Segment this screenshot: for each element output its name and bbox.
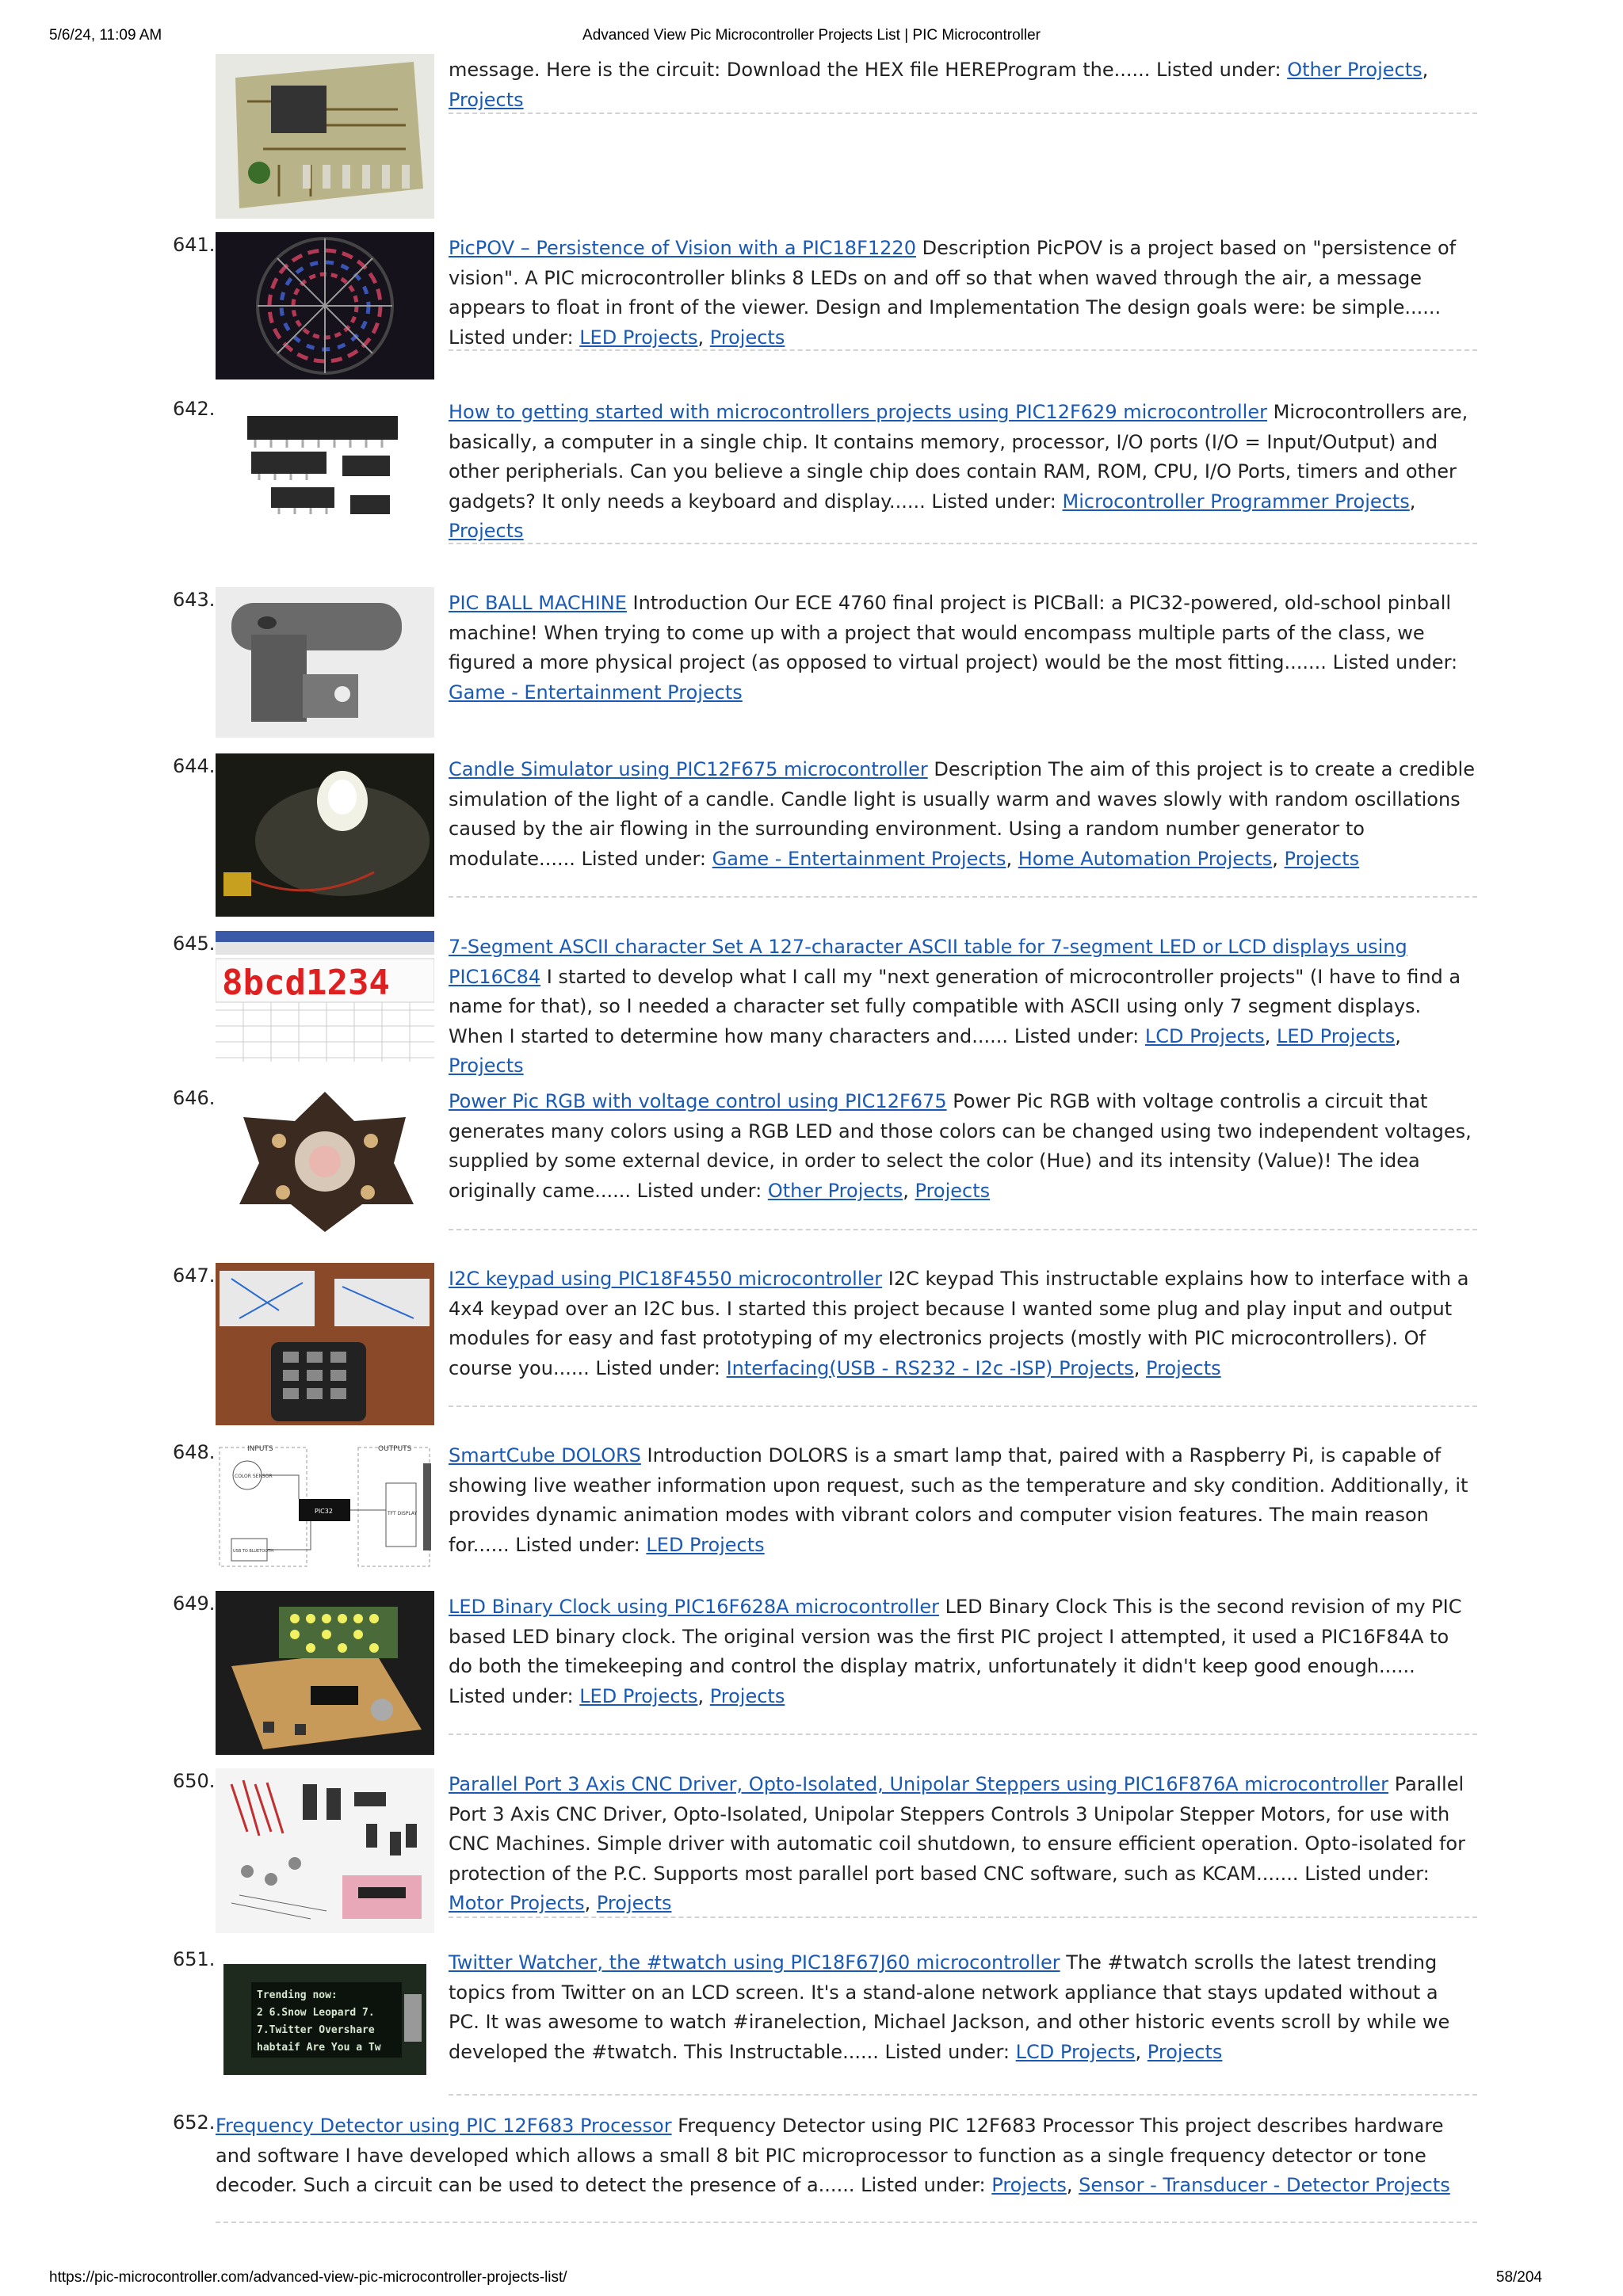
category-link[interactable]: Game - Entertainment Projects: [712, 847, 1006, 870]
item-number: 642.: [173, 398, 216, 420]
item-text: Frequency Detector using PIC 12F683 Processor Frequency Detector using PIC 12F683 Processor This project describes hardware and software I have developed which allows a small 8 bit PIC microprocessor to function as a single frequency detector or tone decoder. Such a circuit can be used to detect the presence of a...... Listed under: Projects, Sensor - Transducer - Detector Projects: [216, 2115, 1450, 2197]
project-title-link[interactable]: 7-Segment ASCII character Set A 127-character ASCII table for 7-segment LED or LCD displays using PIC16C84: [449, 936, 1407, 988]
lcd-line-2: 2 6.Snow Leopard 7.: [257, 2007, 375, 2019]
item-number: 641.: [173, 234, 216, 256]
item-description: I2C keypad This instructable explains how to interface with a 4x4 keypad over an I2C bus. I started this project because I wanted some plug and play input and output modules for easy and fast prototyping of my electronics projects (mostly with PIC microcontrollers). Of course you......: [449, 1268, 1469, 1379]
project-title-link[interactable]: How to getting started with microcontrollers projects using PIC12F629 microcontroller: [449, 401, 1267, 423]
category-link[interactable]: LCD Projects: [1015, 2040, 1136, 2063]
item-text: Power Pic RGB with voltage control using PIC12F675 Power Pic RGB with voltage controlis a circuit that generates many colors using a RGB LED and those colors can be changed using two independent voltages, supplied by some external device, in order to select the color (Hue) and its intensity (Value)! The idea originally came...... Listed under: Other Projects, Projects: [449, 1090, 1472, 1202]
listed-under-label: Listed under:: [884, 2040, 1010, 2063]
item-description: Parallel Port 3 Axis CNC Driver, Opto-Isolated, Unipolar Steppers Controls 3 Unipolar Stepper Motors, for use with CNC Machines. Simple driver with automatic coil shutdown, to ensure efficient operation. Opto-isolated for protection of the P.C. Supports most parallel port based CNC software, such as KCAM.......: [449, 1773, 1465, 1885]
project-thumbnail: [216, 1591, 434, 1755]
item-text: PicPOV – Persistence of Vision with a PIC18F1220 Description PicPOV is a project based on "persistence of vision". A PIC microcontroller blinks 8 LEDs on and off so that when waved through the air, a message appears to float in front of the viewer. Design and Implementation The design goals were: be simple...... Listed under: LED Projects, Projects: [449, 237, 1457, 349]
item-description: Introduction Our ECE 4760 final project is PICBall: a PIC32-powered, old-school pinball machine! When trying to come up with a project that would encompass multiple parts of the class, we figured a more physical project (as opposed to virtual project) would be the most fitting.......: [449, 592, 1452, 674]
seg-digits: 8bcd1234: [222, 963, 390, 1003]
print-url: https://pic-microcontroller.com/advanced-view-pic-microcontroller-projects-list/: [49, 2269, 567, 2286]
item-text: Candle Simulator using PIC12F675 microcontroller Description The aim of this project is to create a credible simulation of the light of a candle. Candle light is usually warm and waves slowly with random oscillations caused by the air flowing in the surrounding environment. Using a random number generator to modulate...... Listed under: Game - Entertainment Projects, Home Automation Projects, Projects: [449, 758, 1475, 870]
category-link[interactable]: Projects: [915, 1179, 991, 1202]
item-text: 7-Segment ASCII character Set A 127-character ASCII table for 7-segment LED or LCD displays using PIC16C84 I started to develop what I call my "next generation of microcontroller projects" (I have to find a name for that), so I needed a character set fully compatible with ASCII using only 7 segment displays. When I started to determine how many characters and...... Listed under: LCD Projects, LED Projects, Projects: [449, 936, 1461, 1077]
item-separator: [449, 896, 1477, 898]
item-separator: [449, 113, 1477, 114]
project-thumbnail: [216, 587, 434, 738]
pcb-board-image: [216, 54, 434, 219]
listed-under-label: Listed under:: [931, 490, 1056, 513]
project-thumbnail: [216, 1440, 434, 1573]
lcd-line-1: Trending now:: [257, 1989, 338, 2001]
project-title-link[interactable]: LED Binary Clock using PIC16F628A microcontroller: [449, 1596, 939, 1618]
block-display-label: TFT DISPLAY: [388, 1511, 418, 1516]
item-separator: [449, 1405, 1477, 1407]
item-number: 647.: [173, 1264, 216, 1287]
item-description: Introduction DOLORS is a smart lamp that, paired with a Raspberry Pi, is capable of showing live weather information upon request, such as the temperature and sky condition. Additionally, it provides dynamic animation modes with vibrant colors and computer vision features. The main reason for......: [449, 1444, 1468, 1556]
item-text: I2C keypad using PIC18F4550 microcontroller I2C keypad This instructable explains how to interface with a 4x4 keypad over an I2C bus. I started this project because I wanted some plug and play input and output modules for easy and fast prototyping of my electronics projects (mostly with PIC microcontrollers). Of course you...... Listed under: Interfacing(USB - RS232 - I2c -ISP) Projects, Projects: [449, 1268, 1469, 1379]
listed-under-label: Listed under:: [861, 2174, 986, 2197]
item-number: 643.: [173, 589, 216, 611]
category-link[interactable]: Projects: [709, 326, 785, 349]
category-link[interactable]: Projects: [709, 1684, 785, 1707]
category-link[interactable]: Microcontroller Programmer Projects: [1062, 490, 1410, 513]
category-link[interactable]: Sensor - Transducer - Detector Projects: [1079, 2174, 1450, 2197]
item-text: How to getting started with microcontrollers projects using PIC12F629 microcontroller Microcontrollers are, basically, a computer in a single chip. It contains memory, processor, I/O ports (I/O = Input/Output) and other peripherials. Can you believe a single chip does contain RAM, ROM, CPU, I/O Ports, timers and other gadgets? It only needs a keyboard and display...... Listed under: Microcontroller Programmer Projects, Projects: [449, 401, 1468, 543]
item-number: 646.: [173, 1087, 216, 1109]
print-page-title: Advanced View Pic Microcontroller Projects List | PIC Microcontroller: [582, 27, 1041, 44]
item-text: Parallel Port 3 Axis CNC Driver, Opto-Isolated, Unipolar Steppers using PIC16F876A microcontroller Parallel Port 3 Axis CNC Driver, Opto-Isolated, Unipolar Steppers Controls 3 Unipolar Stepper Motors, for use with CNC Machines. Simple driver with automatic coil shutdown, to ensure efficient operation. Opto-isolated for protection of the P.C. Supports most parallel port based CNC software, such as KCAM....... Listed under: Motor Projects, Projects: [449, 1773, 1465, 1915]
project-title-link[interactable]: Parallel Port 3 Axis CNC Driver, Opto-Isolated, Unipolar Steppers using PIC16F876A microcontroller: [449, 1773, 1389, 1795]
project-thumbnail: [216, 1947, 434, 2092]
item-separator: [449, 2094, 1477, 2096]
item-separator: [216, 2222, 1477, 2223]
print-footer: [0, 2269, 1623, 2288]
project-title-link[interactable]: Twitter Watcher, the #twatch using PIC18F67J60 microcontroller: [449, 1951, 1060, 1974]
item-number: 650.: [173, 1770, 216, 1792]
category-link[interactable]: Projects: [596, 1892, 672, 1915]
lcd-line-3: 7.Twitter Overshare: [257, 2024, 375, 2036]
item-description: Description PicPOV is a project based on "persistence of vision". A PIC microcontroller blinks 8 LEDs on and off so that when waved through the air, a message appears to float in front of the viewer. Design and Implementation The design goals were: be simple......: [449, 237, 1457, 319]
item-description: Frequency Detector using PIC 12F683 Processor This project describes hardware and software I have developed which allows a small 8 bit PIC microprocessor to function as a single frequency detector or tone decoder. Such a circuit can be used to detect the presence of a......: [216, 2115, 1444, 2197]
listed-under-label: Listed under:: [581, 847, 707, 870]
item-text: Twitter Watcher, the #twatch using PIC18F67J60 microcontroller The #twatch scrolls the latest trending topics from Twitter on an LCD screen. It's a stand-alone network appliance that stays updated without a PC. It was awesome to watch #iranelection, Michael Jackson, and other historic events scroll by while we developed the #twatch. This Instructable...... Listed under: LCD Projects, Projects: [449, 1951, 1450, 2063]
category-link[interactable]: LED Projects: [646, 1533, 765, 1556]
category-link[interactable]: LED Projects: [579, 1684, 698, 1707]
item-number: 645.: [173, 933, 216, 955]
block-chip-label: PIC32: [315, 1508, 333, 1515]
pov-wheel-image: [216, 232, 434, 379]
category-link[interactable]: Home Automation Projects: [1018, 847, 1273, 870]
item-separator: [449, 1229, 1477, 1230]
category-link[interactable]: Other Projects: [1287, 59, 1423, 81]
print-page-number: 58/204: [1495, 2269, 1542, 2286]
project-thumbnail: [216, 1085, 434, 1238]
project-title-link[interactable]: PicPOV – Persistence of Vision with a PIC18F1220: [449, 237, 916, 259]
item-description: LED Binary Clock This is the second revision of my PIC based LED binary clock. The original version was the first PIC project I attempted, it used a PIC16F84A to do both the timekeeping and control the display matrix, unfortunately it didn't keep good enough......: [449, 1596, 1462, 1678]
item-text: message. Here is the circuit: Download the HEX file HEREProgram the...... Listed under: Other Projects, Projects: [449, 59, 1429, 111]
cnc-driver-parts-image: [216, 1768, 434, 1933]
listed-under-label: Listed under:: [636, 1179, 762, 1202]
listed-under-label: Listed under:: [595, 1356, 720, 1379]
block-inputs-label: INPUTS: [247, 1445, 273, 1453]
category-link[interactable]: Game - Entertainment Projects: [449, 681, 743, 704]
item-number: 648.: [173, 1441, 216, 1463]
listed-under-label: Listed under:: [449, 1684, 574, 1707]
project-title-link[interactable]: SmartCube DOLORS: [449, 1444, 641, 1466]
project-thumbnail: [216, 232, 434, 379]
category-link[interactable]: Motor Projects: [449, 1892, 585, 1915]
item-description: The #twatch scrolls the latest trending topics from Twitter on an LCD screen. It's a stand-alone network appliance that stays updated without a PC. It was awesome to watch #iranelection, Michael Jackson, and other historic events scroll by while we developed the #twatch. This Instructable......: [449, 1951, 1450, 2063]
category-link[interactable]: LED Projects: [1277, 1024, 1396, 1047]
pic-chips-image: [216, 396, 434, 543]
category-link[interactable]: LCD Projects: [1144, 1024, 1265, 1047]
category-link[interactable]: Projects: [449, 1055, 524, 1077]
project-title-link[interactable]: Frequency Detector using PIC 12F683 Processor: [216, 2115, 672, 2137]
project-thumbnail: [216, 1263, 434, 1425]
listed-under-label: Listed under:: [1156, 59, 1281, 81]
listed-under-label: Listed under:: [515, 1533, 640, 1556]
category-link[interactable]: Projects: [1147, 2040, 1223, 2063]
i2c-keypad-image: [216, 1263, 434, 1425]
item-number: 652.: [173, 2111, 216, 2134]
item-text: [449, 1441, 1475, 1560]
item-number: 649.: [173, 1592, 216, 1615]
category-link[interactable]: Projects: [1146, 1356, 1221, 1379]
pinball-flipper-image: [216, 587, 434, 738]
listed-under-label: Listed under:: [1332, 651, 1458, 674]
item-description: Microcontrollers are, basically, a computer in a single chip. It contains memory, processor, I/O ports (I/O = Input/Output) and other peripherials. Can you believe a single chip does contain RAM, ROM, CPU, I/O Ports, timers and other gadgets? It only needs a keyboard and display......: [449, 401, 1468, 513]
project-title-link[interactable]: Candle Simulator using PIC12F675 microcontroller: [449, 758, 928, 780]
category-link[interactable]: LED Projects: [579, 326, 698, 349]
item-description: I started to develop what I call my "next generation of microcontroller projects" (I have to find a name for that), so I needed a character set fully compatible with ASCII using only 7 segment displays. When I started to determine how many characters and......: [449, 965, 1461, 1047]
item-separator: [449, 543, 1477, 544]
category-link[interactable]: Other Projects: [767, 1179, 903, 1202]
listed-under-label: Listed under:: [1304, 1862, 1430, 1885]
category-link[interactable]: Projects: [449, 520, 524, 543]
category-link[interactable]: Projects: [449, 88, 524, 111]
project-thumbnail: [216, 396, 434, 543]
item-separator: [449, 1733, 1477, 1735]
project-thumbnail: [216, 1768, 434, 1933]
project-thumbnail: [216, 931, 434, 1062]
item-number: 651.: [173, 1948, 216, 1970]
block-diagram-image: [216, 1440, 434, 1573]
category-link[interactable]: Projects: [991, 2174, 1067, 2197]
block-usb-label: USB TO BLUETOOTH: [233, 1549, 273, 1554]
item-description: Description The aim of this project is to create a credible simulation of the light of a candle. Candle light is usually warm and waves slowly with random oscillations caused by the air flowing in the surrounding environment. Using a random number generator to modulate......: [449, 758, 1475, 870]
block-outputs-label: OUTPUTS: [378, 1445, 412, 1453]
item-text: LED Binary Clock using PIC16F628A microcontroller LED Binary Clock This is the second revision of my PIC based LED binary clock. The original version was the first PIC project I attempted, it used a PIC16F84A to do both the timekeeping and control the display matrix, unfortunately it didn't keep good enough...... Listed under: LED Projects, Projects: [449, 1596, 1462, 1707]
item-description: Power Pic RGB with voltage controlis a circuit that generates many colors using a RGB LED and those colors can be changed using two independent voltages, supplied by some external device, in order to select the color (Hue) and its intensity (Value)! The idea originally came......: [449, 1090, 1472, 1202]
seven-segment-table-image: [216, 931, 434, 1062]
twatch-lcd-image: [216, 1947, 434, 2092]
lcd-line-4: habtaif Are You a Tw: [257, 2042, 381, 2054]
item-text: [449, 589, 1475, 707]
project-title-link[interactable]: PIC BALL MACHINE: [449, 592, 627, 614]
item-number: 644.: [173, 755, 216, 777]
project-title-link[interactable]: I2C keypad using PIC18F4550 microcontroller: [449, 1268, 883, 1290]
item-separator: [449, 1917, 1477, 1918]
project-thumbnail: [216, 54, 434, 219]
item-description: message. Here is the circuit: Download the HEX file HEREProgram the......: [449, 59, 1151, 81]
listed-under-label: Listed under:: [1014, 1024, 1140, 1047]
item-separator: [449, 349, 1477, 351]
binary-clock-image: [216, 1591, 434, 1755]
print-header: [0, 27, 1623, 46]
category-link[interactable]: Interfacing(USB - RS232 - I2c -ISP) Projects: [726, 1356, 1134, 1379]
project-title-link[interactable]: Power Pic RGB with voltage control using PIC12F675: [449, 1090, 947, 1112]
category-link[interactable]: Projects: [1284, 847, 1360, 870]
rgb-led-star-image: [216, 1085, 434, 1238]
listed-under-label: Listed under:: [449, 326, 574, 349]
candle-simulator-image: [216, 753, 434, 917]
print-datetime: 5/6/24, 11:09 AM: [49, 27, 162, 44]
block-color-label: COLOR SENSOR: [235, 1474, 273, 1479]
project-thumbnail: [216, 753, 434, 917]
